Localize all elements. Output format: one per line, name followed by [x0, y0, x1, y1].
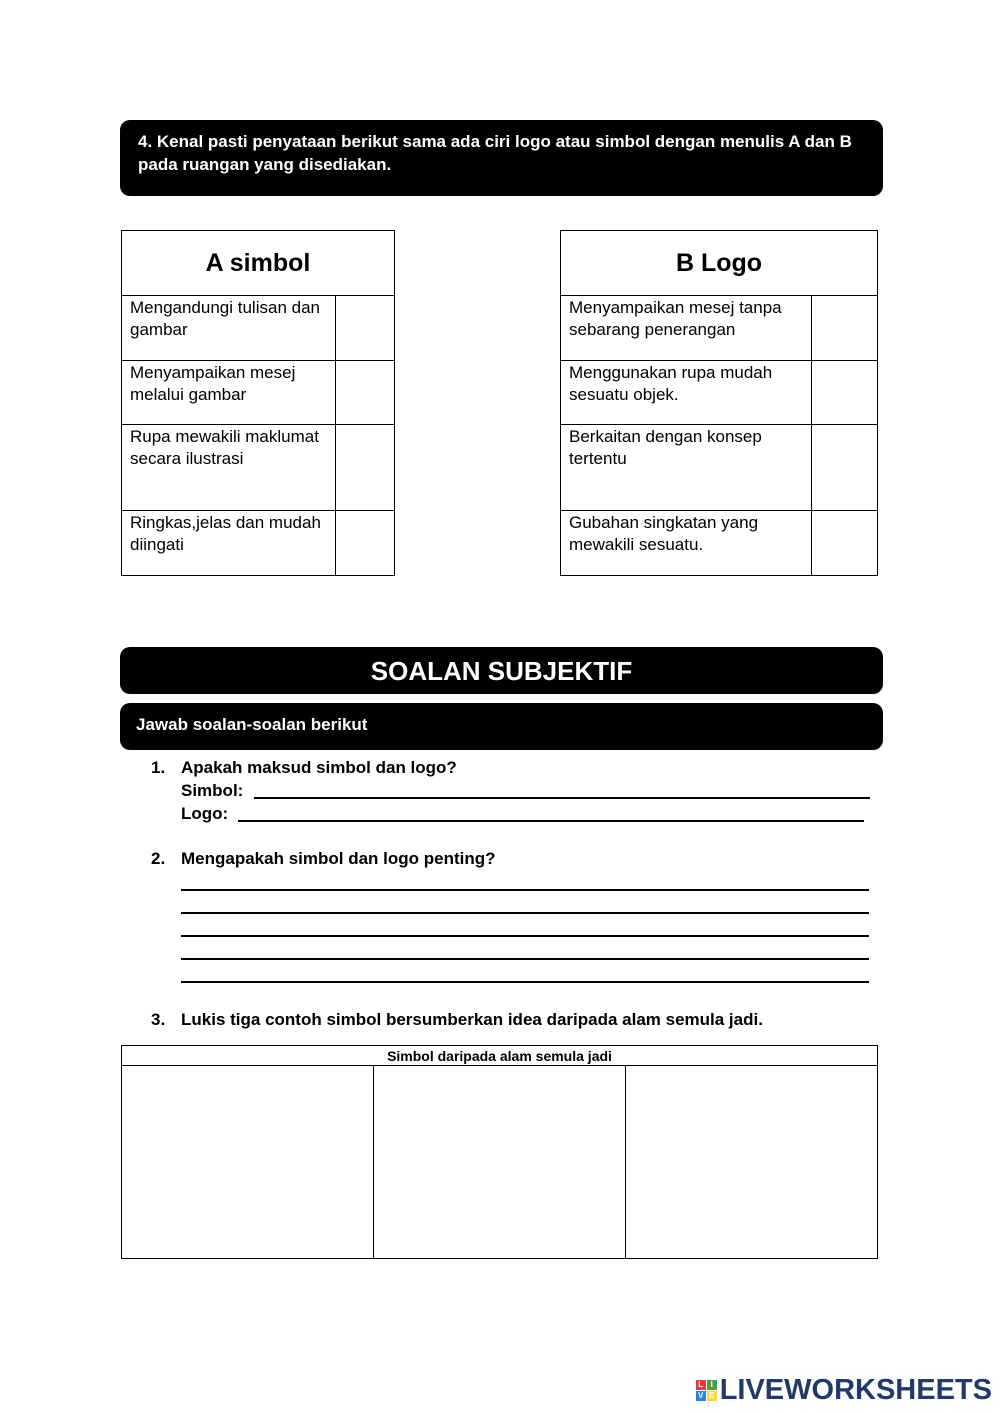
- answer-box[interactable]: [336, 425, 395, 511]
- answer-box[interactable]: [336, 511, 395, 576]
- liveworksheets-wordmark: LIVEWORKSHEETS: [719, 1374, 992, 1406]
- question-2: [151, 848, 871, 870]
- drawing-table: [121, 1045, 878, 1259]
- answer-box[interactable]: [812, 361, 878, 425]
- answer-box[interactable]: [336, 296, 395, 361]
- symbol-statement: Mengandungi tulisan dan gambar: [122, 296, 336, 361]
- logo-tile: L: [696, 1380, 706, 1390]
- symbol-statement: Ringkas,jelas dan mudah diingati: [122, 511, 336, 576]
- answer-box[interactable]: [812, 425, 878, 511]
- symbol-table: [121, 230, 395, 576]
- answer-box[interactable]: [336, 361, 395, 425]
- logo-statement: Menyampaikan mesej tanpa sebarang penerangan: [561, 296, 812, 361]
- question-number: 1.: [151, 758, 166, 777]
- logo-label: Logo:: [181, 804, 229, 823]
- symbol-statement: Menyampaikan mesej melalui gambar: [122, 361, 336, 425]
- question-text: Mengapakah simbol dan logo penting?: [181, 849, 496, 868]
- answer-line[interactable]: [181, 958, 869, 960]
- liveworksheets-logo-icon: [696, 1380, 717, 1401]
- answer-box[interactable]: [812, 296, 878, 361]
- logo-answer-line[interactable]: [238, 820, 864, 822]
- answer-line[interactable]: [181, 912, 869, 914]
- subjective-banner: [120, 647, 883, 694]
- question-1: [151, 757, 871, 779]
- logo-table-header: B Logo: [561, 231, 878, 296]
- drawing-cell[interactable]: [122, 1066, 374, 1259]
- simbol-label: Simbol:: [181, 781, 244, 800]
- question-text: Lukis tiga contoh simbol bersumberkan idea daripada alam semula jadi.: [181, 1010, 763, 1029]
- answer-box[interactable]: [812, 511, 878, 576]
- logo-tile: E: [707, 1391, 717, 1401]
- question-number: 2.: [151, 849, 166, 868]
- logo-table: [560, 230, 878, 576]
- logo-statement: Berkaitan dengan konsep tertentu: [561, 425, 812, 511]
- drawing-cell[interactable]: [374, 1066, 626, 1259]
- liveworksheets-logo: [696, 1374, 992, 1407]
- question-4-instruction: 4. Kenal pasti penyataan berikut sama ada ciri logo atau simbol dengan menulis A dan B pada ruangan yang disediakan.: [138, 132, 852, 174]
- logo-tile: I: [707, 1380, 717, 1390]
- answer-line[interactable]: [181, 981, 869, 983]
- drawing-cell[interactable]: [626, 1066, 878, 1259]
- question-4-banner: [120, 120, 883, 196]
- instructions-banner: [120, 703, 883, 750]
- question-number: 3.: [151, 1010, 166, 1029]
- symbol-statement: Rupa mewakili maklumat secara ilustrasi: [122, 425, 336, 511]
- instructions-text: Jawab soalan-soalan berikut: [136, 715, 368, 734]
- drawing-table-header: Simbol daripada alam semula jadi: [122, 1046, 878, 1066]
- answer-line[interactable]: [181, 889, 869, 891]
- subjective-title: SOALAN SUBJEKTIF: [370, 656, 633, 686]
- logo-tile: V: [696, 1391, 706, 1401]
- simbol-answer-line[interactable]: [254, 797, 870, 799]
- question-3: [151, 1009, 871, 1031]
- logo-statement: Gubahan singkatan yang mewakili sesuatu.: [561, 511, 812, 576]
- answer-line[interactable]: [181, 935, 869, 937]
- question-text: Apakah maksud simbol dan logo?: [181, 758, 457, 777]
- symbol-table-header: A simbol: [122, 231, 395, 296]
- logo-statement: Menggunakan rupa mudah sesuatu objek.: [561, 361, 812, 425]
